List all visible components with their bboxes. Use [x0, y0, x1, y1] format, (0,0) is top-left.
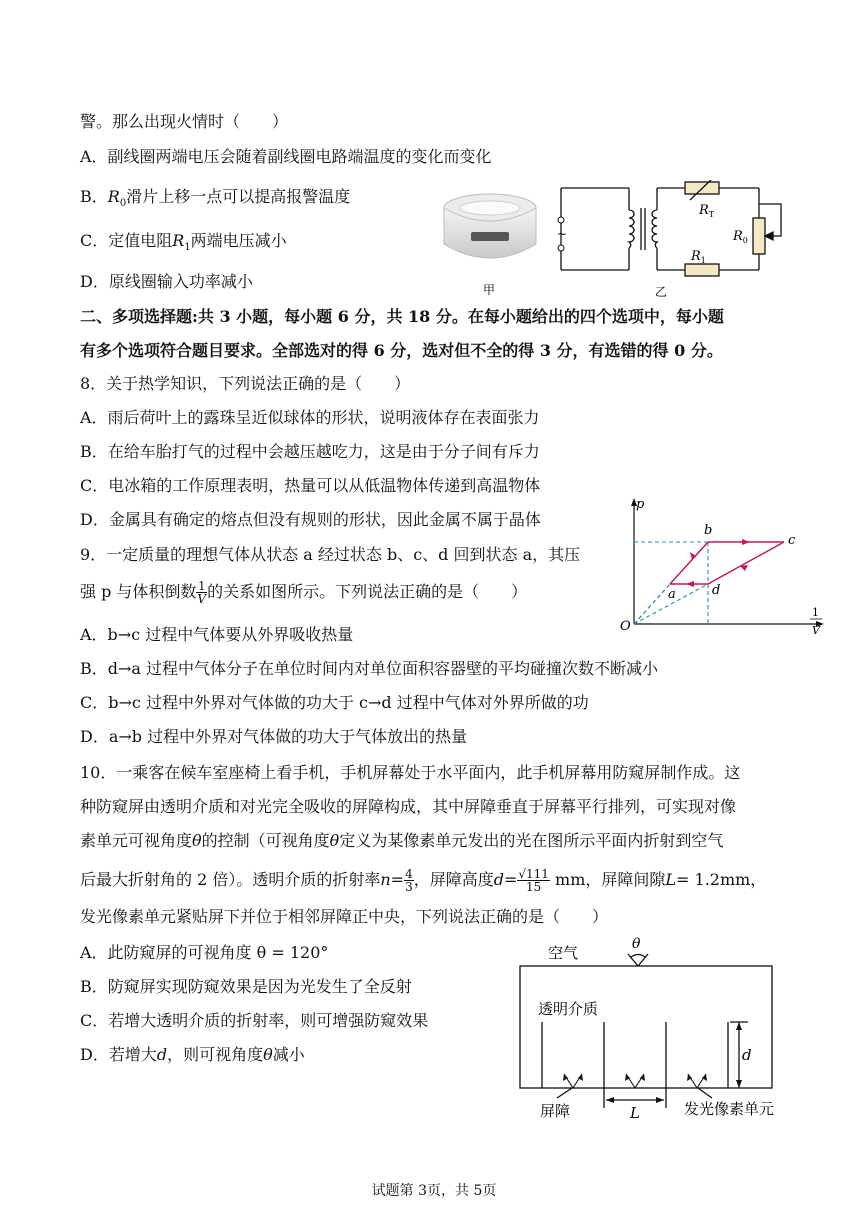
label-barrier: 屏障	[540, 1102, 571, 1120]
q8-option-c: C．电冰箱的工作原理表明，热量可以从低温物体传递到高温物体	[80, 476, 541, 495]
q10-stem-line1: 10．一乘客在候车室座椅上看手机，手机屏幕处于水平面内，此手机屏幕用防窥屏制作成。这	[80, 763, 741, 782]
q10-stem-line3: 素单元可视角度θ的控制（可视角度θ定义为某像素单元发出的光在图所示平面内折射到空气	[80, 831, 724, 850]
q9-option-d: D．a→b 过程中外界对气体做的功大于气体放出的热量	[80, 727, 468, 746]
r0-label: $R_0$	[733, 229, 748, 245]
label-pixel: 发光像素单元	[684, 1100, 775, 1118]
q8-stem: 8．关于热学知识，下列说法正确的是（ ）	[80, 374, 411, 393]
q10-stem-line2: 种防窥屏由透明介质和对光完全吸收的屏障构成，其中屏障垂直于屏幕平行排列，可实现对像	[80, 797, 737, 816]
q10-stem-line5: 发光像素单元紧贴屏下并位于相邻屏障正中央，下列说法正确的是（ ）	[80, 907, 609, 926]
q9-stem-line2: 强 p 与体积倒数 $\frac{1}{V}$ 的关系如图所示。下列说法正确的是（ ）	[80, 579, 528, 606]
q8-option-d: D．金属具有确定的熔点但没有规则的形状，因此金属不属于晶体	[80, 510, 541, 529]
q7-stem-tail: 警。那么出现火情时（ ）	[80, 112, 289, 131]
pv-graph	[612, 494, 827, 644]
q7-option-b: B．$R_0$滑片上移一点可以提高报警温度	[80, 187, 351, 210]
label-L: L	[630, 1104, 640, 1122]
q10-option-b: B．防窥屏实现防窥效果是因为光发生了全反射	[80, 977, 412, 996]
q8-option-a: A．雨后荷叶上的露珠呈近似球体的形状，说明液体存在表面张力	[80, 408, 540, 427]
q9-option-a: A．b→c 过程中气体要从外界吸收热量	[80, 625, 354, 644]
q7-option-d: D．原线圈输入功率减小	[80, 272, 253, 291]
q7-option-a: A．副线圈两端电压会随着副线圈电路端温度的变化而变化	[80, 147, 492, 166]
point-a-label: a	[668, 587, 676, 602]
label-d: d	[742, 1046, 752, 1064]
point-c-label: c	[788, 533, 796, 548]
label-theta: θ	[632, 936, 641, 952]
q10-option-a: A．此防窥屏的可视角度 θ = 120°	[80, 943, 329, 962]
graph-y-axis-label: p	[636, 497, 645, 512]
smoke-detector-figure	[435, 188, 540, 298]
r1-label: $R_1$	[691, 249, 706, 265]
q7-option-c: C．定值电阻$R_1$两端电压减小	[80, 231, 287, 254]
graph-origin: O	[620, 619, 631, 634]
privacy-screen-figure	[512, 936, 792, 1124]
label-jia: 甲	[483, 283, 496, 297]
section2-header-line2: 有多个选项符合题目要求。全部选对的得 6 分，选对但不全的得 3 分，有选错的得 0 分。	[80, 341, 723, 360]
q10-stem-line4: 后最大折射角的 2 倍）。透明介质的折射率n= $\frac{4}{3}$ ，屏障高度d= $\frac{√111}{15}$ mm，屏障间隙L= 1.2mm，	[80, 867, 767, 894]
q10-option-c: C．若增大透明介质的折射率，则可增强防窥效果	[80, 1011, 429, 1030]
ac-symbol: ~	[557, 227, 568, 241]
rt-label: $R_T$	[699, 203, 715, 219]
point-b-label: b	[704, 523, 713, 538]
section2-header-line1: 二、多项选择题:共 3 小题，每小题 6 分，共 18 分。在每小题给出的四个选项中，每小题	[80, 307, 724, 326]
q9-option-c: C．b→c 过程中外界对气体做的功大于 c→d 过程中气体对外界所做的功	[80, 693, 589, 712]
transformer-circuit-figure	[555, 180, 815, 302]
label-yi: 乙	[655, 285, 668, 299]
point-d-label: d	[712, 583, 721, 598]
q8-option-b: B．在给车胎打气的过程中会越压越吃力，这是由于分子间有斥力	[80, 442, 540, 461]
page-footer: 试题第 3页，共 5页	[371, 1183, 497, 1199]
label-medium: 透明介质	[538, 1000, 599, 1018]
q10-option-d: D．若增大d，则可视角度θ减小	[80, 1045, 305, 1064]
q9-option-b: B．d→a 过程中气体分子在单位时间内对单位面积容器壁的平均碰撞次数不断减小	[80, 659, 659, 678]
q9-stem-line1: 9．一定质量的理想气体从状态 a 经过状态 b、c、d 回到状态 a，其压	[80, 545, 581, 564]
label-air: 空气	[548, 944, 579, 962]
graph-x-axis-num: 1	[812, 606, 819, 619]
graph-x-axis-den: V	[812, 624, 820, 637]
